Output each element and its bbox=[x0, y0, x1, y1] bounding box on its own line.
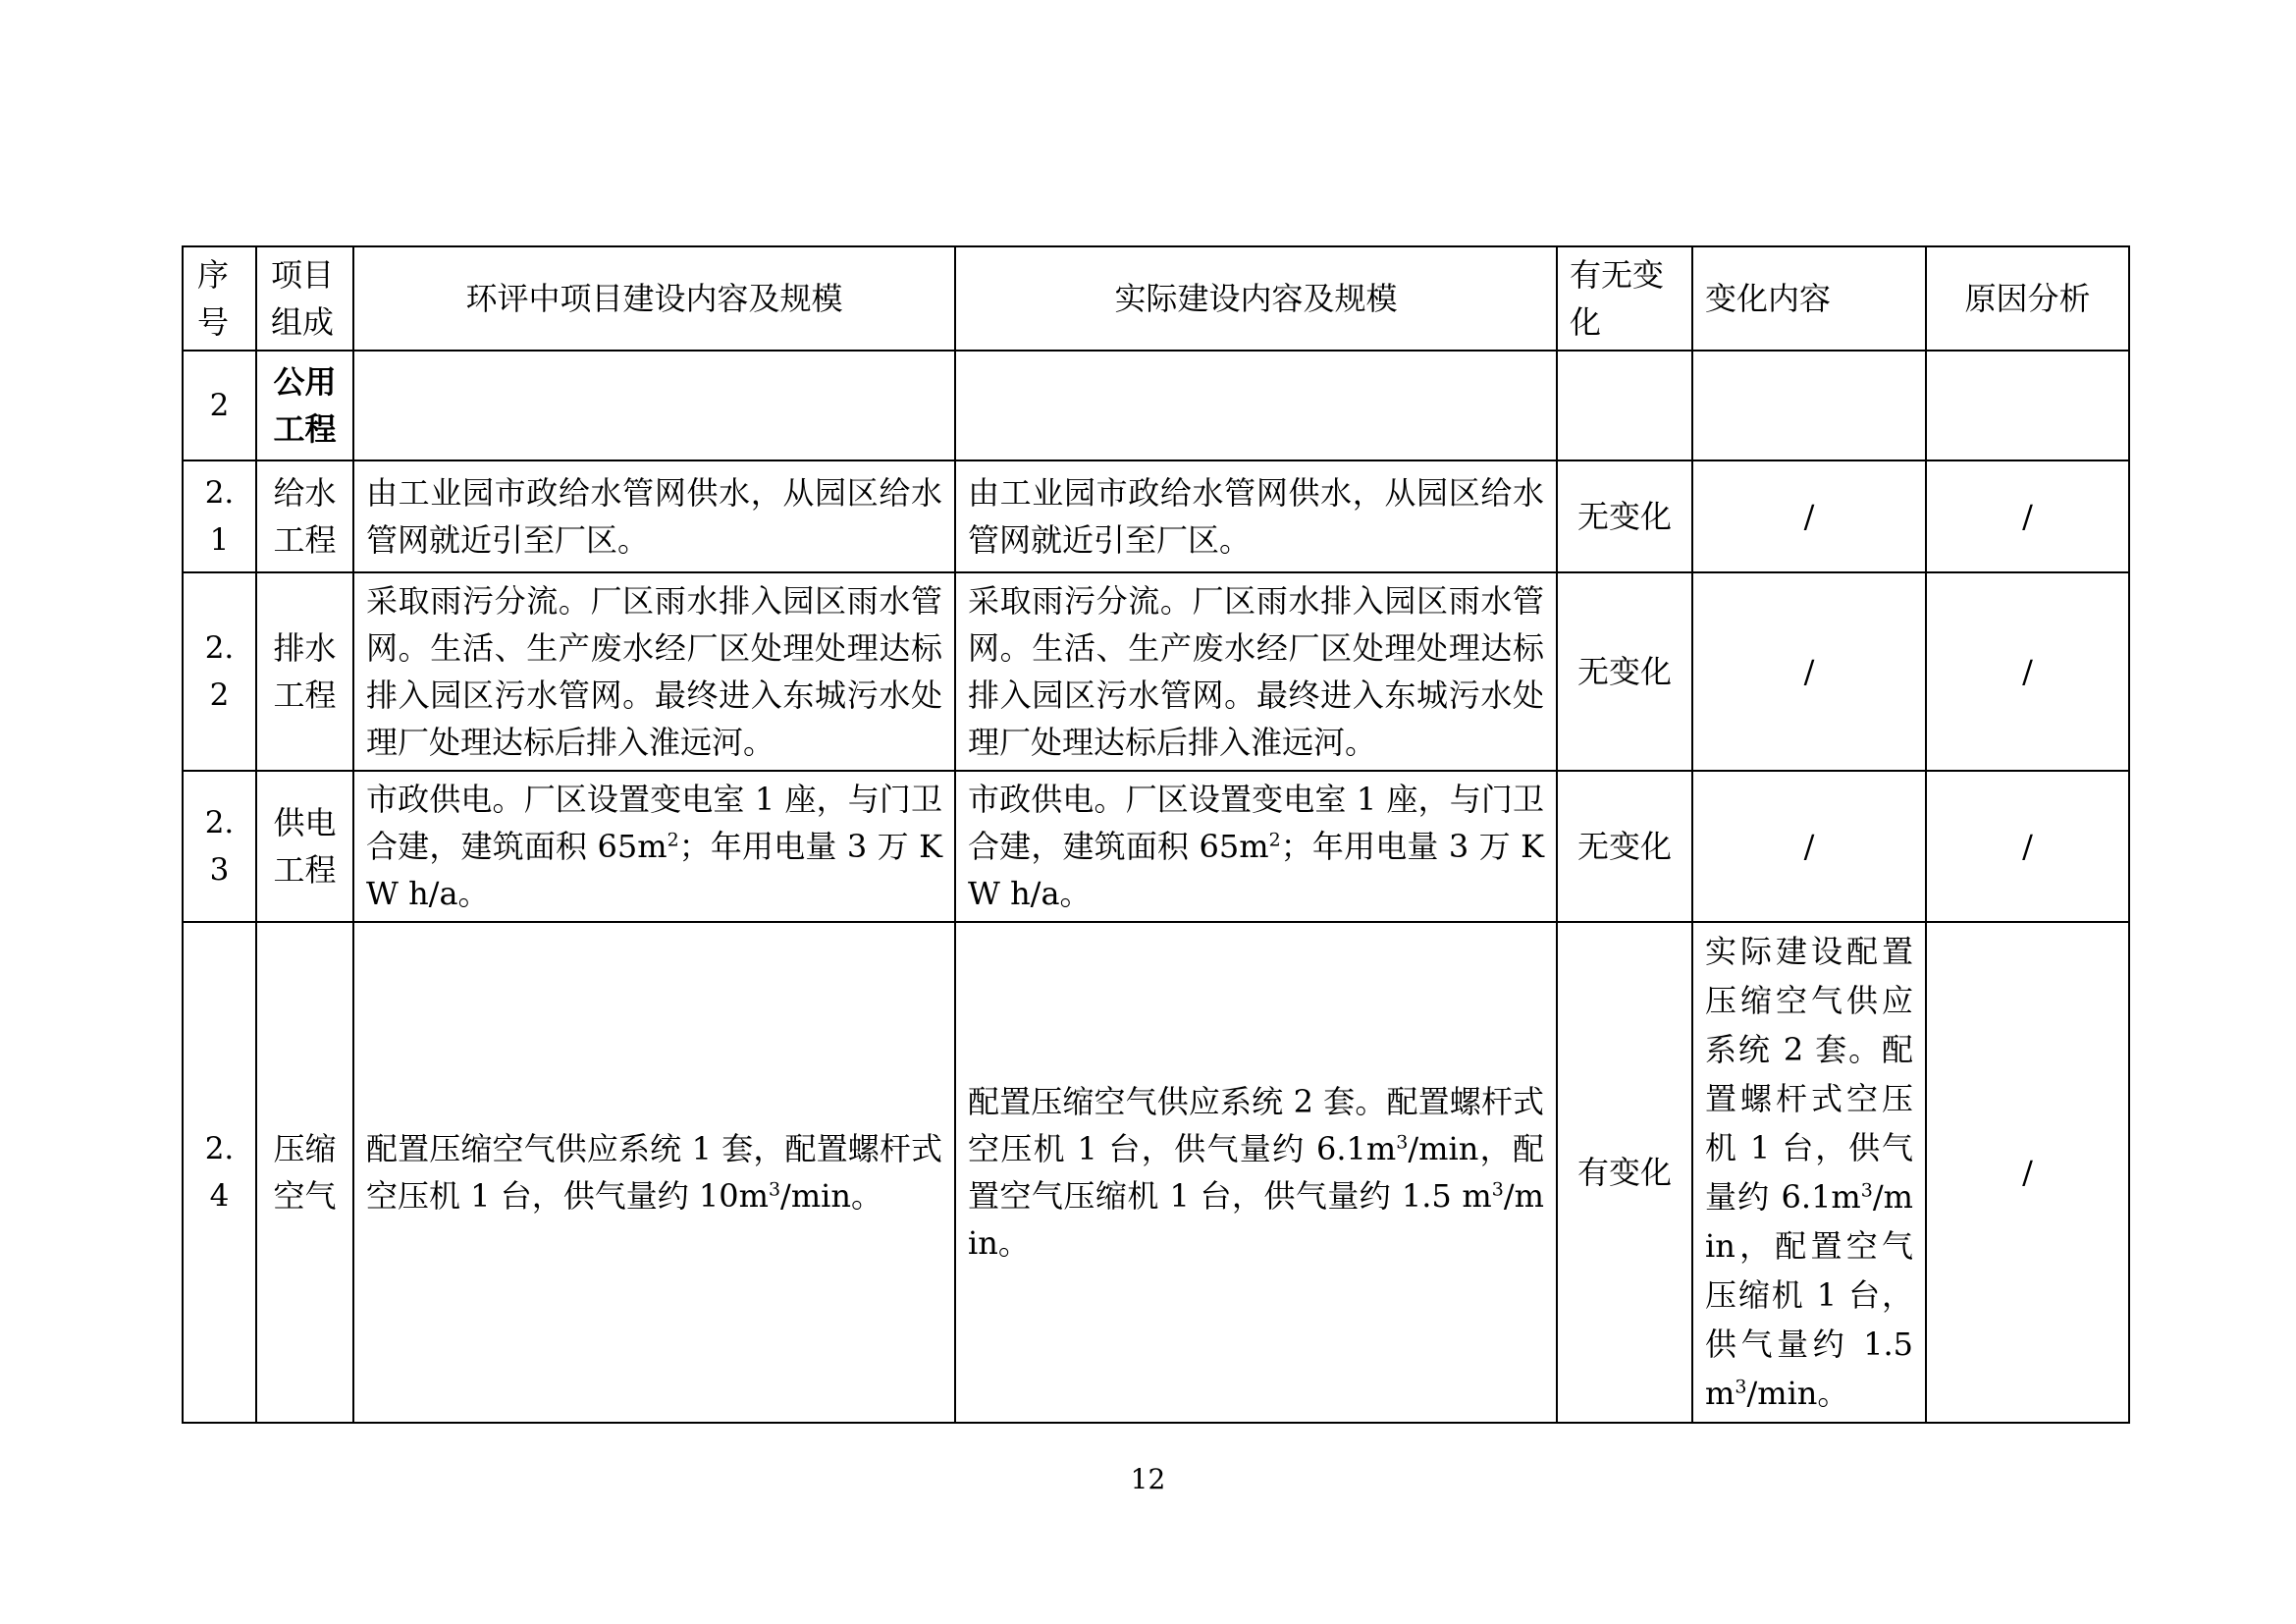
actual-text-part: ；年用电量 3 万 KW h/a。 bbox=[968, 828, 1544, 912]
superscript: 3 bbox=[1491, 1178, 1504, 1201]
section-empty-cell bbox=[1692, 351, 1926, 460]
superscript: 3 bbox=[1396, 1131, 1409, 1154]
row-eia-content bbox=[353, 771, 955, 922]
section-component: 公用工程 bbox=[256, 351, 353, 460]
eia-text-part: ；年用电量 3 万 KW h/a。 bbox=[366, 828, 942, 912]
page-number: 12 bbox=[1130, 1463, 1166, 1495]
row-actual-content: 采取雨污分流。厂区雨水排入园区雨水管网。生活、生产废水经厂区处理处理达标排入园区污水管网。最终进入东城污水处理厂处理达标后排入淮远河。 bbox=[955, 572, 1557, 771]
row-changed: 有变化 bbox=[1557, 922, 1692, 1423]
superscript: 3 bbox=[1735, 1376, 1747, 1398]
eia-text-part: 市政供电。厂区设置变电室 1 座，与门卫合建，建筑面积 65m bbox=[366, 781, 942, 865]
row-eia-content: 采取雨污分流。厂区雨水排入园区雨水管网。生活、生产废水经厂区处理处理达标排入园区污水管网。最终进入东城污水处理厂处理达标后排入淮远河。 bbox=[353, 572, 955, 771]
table-row bbox=[183, 922, 2129, 1423]
row-actual-content bbox=[955, 922, 1557, 1423]
row-eia-content bbox=[353, 922, 955, 1423]
construction-comparison-table bbox=[182, 245, 2130, 1424]
row-reason: / bbox=[1926, 460, 2129, 572]
change-text-part: /min，配置空气压缩机 1 台，供气量约 1.5 m bbox=[1705, 1178, 1913, 1412]
table-row bbox=[183, 572, 2129, 771]
row-reason: / bbox=[1926, 572, 2129, 771]
row-actual-content: 由工业园市政给水管网供水，从园区给水管网就近引至厂区。 bbox=[955, 460, 1557, 572]
row-component: 排水工程 bbox=[256, 572, 353, 771]
section-empty-cell bbox=[1557, 351, 1692, 460]
eia-text-part: 配置压缩空气供应系统 1 套，配置螺杆式空压机 1 台，供气量约 10m bbox=[366, 1130, 942, 1215]
change-text-part: 实际建设配置压缩空气供应系统 2 套。配置螺杆式空压机 1 台，供气量约 6.1m bbox=[1705, 933, 1913, 1216]
row-seq: 2.4 bbox=[183, 922, 256, 1423]
row-seq: 2.2 bbox=[183, 572, 256, 771]
superscript: 2 bbox=[1268, 829, 1281, 851]
actual-text-part: /min。 bbox=[968, 1177, 1544, 1262]
superscript: 3 bbox=[1860, 1179, 1873, 1202]
row-reason: / bbox=[1926, 922, 2129, 1423]
section-row-public-works bbox=[183, 351, 2129, 460]
actual-text-part: /min，配置空气压缩机 1 台，供气量约 1.5 m bbox=[968, 1130, 1544, 1215]
header-change-content: 变化内容 bbox=[1692, 246, 1926, 351]
section-empty-cell bbox=[955, 351, 1557, 460]
table-header-row bbox=[183, 246, 2129, 351]
header-reason: 原因分析 bbox=[1926, 246, 2129, 351]
change-text-part: /min。 bbox=[1746, 1375, 1849, 1412]
header-seq: 序号 bbox=[183, 246, 256, 351]
table-row bbox=[183, 771, 2129, 922]
superscript: 3 bbox=[768, 1178, 781, 1201]
header-component: 项目组成 bbox=[256, 246, 353, 351]
row-change-content: / bbox=[1692, 572, 1926, 771]
row-change-content: / bbox=[1692, 460, 1926, 572]
row-changed: 无变化 bbox=[1557, 572, 1692, 771]
actual-text-part: 市政供电。厂区设置变电室 1 座，与门卫合建，建筑面积 65m bbox=[968, 781, 1544, 865]
row-change-content: / bbox=[1692, 771, 1926, 922]
row-change-content bbox=[1692, 922, 1926, 1423]
superscript: 2 bbox=[667, 829, 679, 851]
row-changed: 无变化 bbox=[1557, 771, 1692, 922]
table-row bbox=[183, 460, 2129, 572]
section-empty-cell bbox=[1926, 351, 2129, 460]
row-component: 给水工程 bbox=[256, 460, 353, 572]
row-changed: 无变化 bbox=[1557, 460, 1692, 572]
section-empty-cell bbox=[353, 351, 955, 460]
row-seq: 2.3 bbox=[183, 771, 256, 922]
section-seq: 2 bbox=[183, 351, 256, 460]
row-actual-content bbox=[955, 771, 1557, 922]
actual-text-part: 配置压缩空气供应系统 2 套。配置螺杆式空压机 1 台，供气量约 6.1m bbox=[968, 1083, 1544, 1167]
row-reason: / bbox=[1926, 771, 2129, 922]
header-changed: 有无变化 bbox=[1557, 246, 1692, 351]
header-actual-content: 实际建设内容及规模 bbox=[955, 246, 1557, 351]
row-component: 压缩空气 bbox=[256, 922, 353, 1423]
header-eia-content: 环评中项目建设内容及规模 bbox=[353, 246, 955, 351]
eia-text-part: /min。 bbox=[780, 1177, 883, 1215]
comparison-table-container bbox=[182, 245, 2128, 1424]
row-seq: 2.1 bbox=[183, 460, 256, 572]
row-eia-content: 由工业园市政给水管网供水，从园区给水管网就近引至厂区。 bbox=[353, 460, 955, 572]
row-component: 供电工程 bbox=[256, 771, 353, 922]
